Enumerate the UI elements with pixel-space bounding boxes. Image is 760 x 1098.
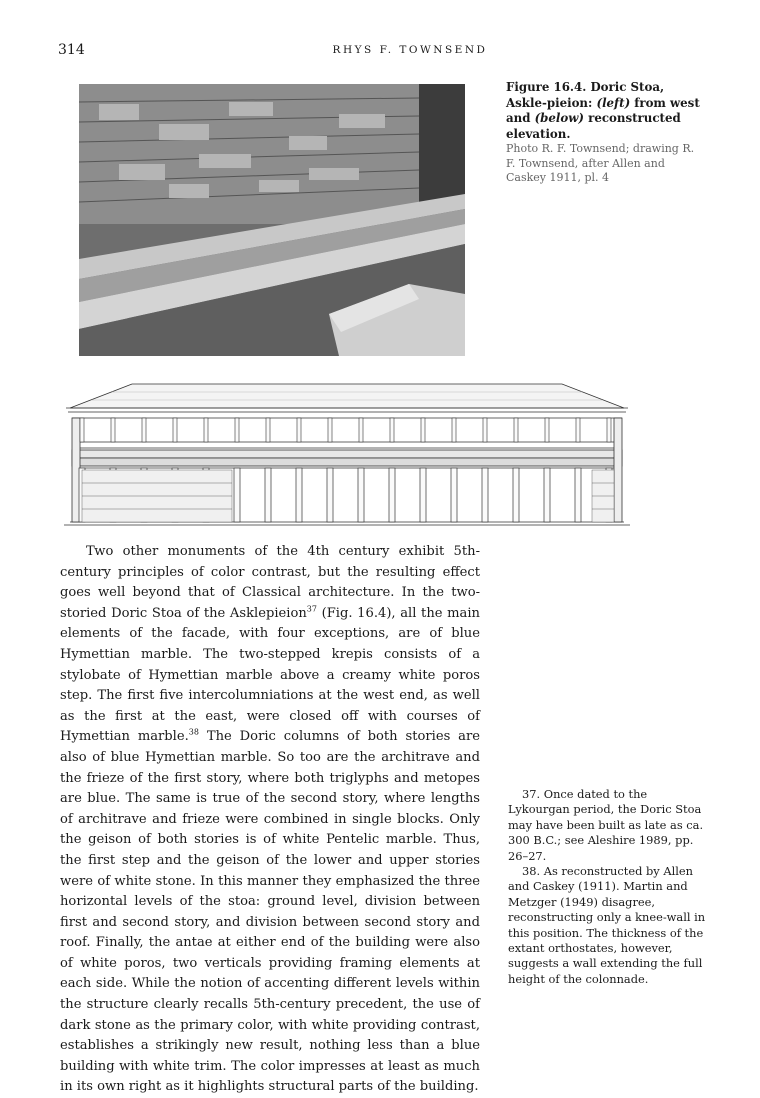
upper-column — [576, 418, 580, 442]
caption-credit: Photo R. F. Townsend; drawing R. F. Townsend, after Allen and Caskey 1911, pl. 4 — [506, 142, 695, 184]
upper-column — [173, 418, 177, 442]
footnote-ref-38: 38 — [188, 727, 199, 737]
upper-column — [266, 418, 270, 442]
upper-column — [390, 418, 394, 442]
lower-column — [296, 468, 302, 522]
running-head — [0, 42, 760, 58]
lower-column — [358, 468, 364, 522]
upper-column — [297, 418, 301, 442]
footnote-38: 38. As reconstructed by Allen and Caskey (1911). Martin and Metzger (1949) disagree, reconstructing only a knee-wall in this position. The thickness of the extant orthostates, however, suggests a wall extending the full height of the colonnade. — [508, 864, 706, 986]
upper-column — [607, 418, 611, 442]
footnote-ref-37: 37 — [306, 604, 317, 614]
upper-column — [359, 418, 363, 442]
lower-column — [575, 468, 581, 522]
lower-column — [420, 468, 426, 522]
figure-caption — [506, 80, 706, 186]
body-text — [60, 542, 480, 1098]
footnote-37: 37. Once dated to the Lykourgan period, the Doric Stoa may have been built as late as ca. 300 B.C.; see Aleshire 1989, pp. 26–27. — [508, 787, 704, 863]
lower-column — [234, 468, 240, 522]
lower-column — [482, 468, 488, 522]
lower-column — [513, 468, 519, 522]
upper-column — [204, 418, 208, 442]
upper-column — [80, 418, 84, 442]
stoa-elevation-drawing — [62, 380, 632, 526]
upper-column — [328, 418, 332, 442]
upper-column — [421, 418, 425, 442]
upper-column — [545, 418, 549, 442]
lower-column — [544, 468, 550, 522]
stoa-photo — [79, 84, 465, 356]
lower-column — [327, 468, 333, 522]
upper-column — [452, 418, 456, 442]
upper-column — [483, 418, 487, 442]
lower-column — [389, 468, 395, 522]
page-number: 314 — [58, 42, 85, 58]
running-head-author: RHYS F. TOWNSEND — [332, 44, 488, 56]
caption-title: Figure 16.4. Doric Stoa, Askle-pieion: (left) from west and (below) reconstructed elevation. — [506, 80, 700, 141]
footnotes — [508, 787, 710, 987]
lower-column — [265, 468, 271, 522]
upper-column — [235, 418, 239, 442]
upper-column — [111, 418, 115, 442]
upper-column — [514, 418, 518, 442]
body-paragraph: Two other monuments of the 4th century exhibit 5th-century principles of color contrast, but the resulting effect goes well beyond that of Classical architecture. In the two-storied Doric Stoa of the Asklepieion$^{37}$ (Fig. 16.4), all the main elements of the facade, with four exceptions, are of blue Hymettian marble. The two-stepped krepis consists of a stylobate of Hymettian marble above a creamy white poros step. The first five intercolumniations at the west end, as well as the first at the east, were closed off with courses of Hymettian marble.$^{38}$ The Doric columns of both stories are also of blue Hymettian marble. So too are the architrave and the frieze of the first story, where both triglyphs and metopes are blue. The same is true of the second story, where lengths of architrave and frieze were combined in single blocks. Only the geison of both stories is of white Pentelic marble. Thus, the first step and the geison of the lower and upper stories were of white stone. In this manner they emphasized the three horizontal levels of the stoa: ground level, division between first and second story, and division between second story and roof. Finally, the antae at either end of the building were also of white poros, two verticals providing framing elements at each side. While the notion of accenting different levels within the structure clearly recalls 5th-century precedent, the use of dark stone as the primary color, with white providing contrast, establishes a strikingly new result, nothing less than a blue building with white trim. The color impresses at least as much in its own right as it highlights structural parts of the building. — [60, 544, 480, 1095]
upper-column — [142, 418, 146, 442]
lower-column — [451, 468, 457, 522]
